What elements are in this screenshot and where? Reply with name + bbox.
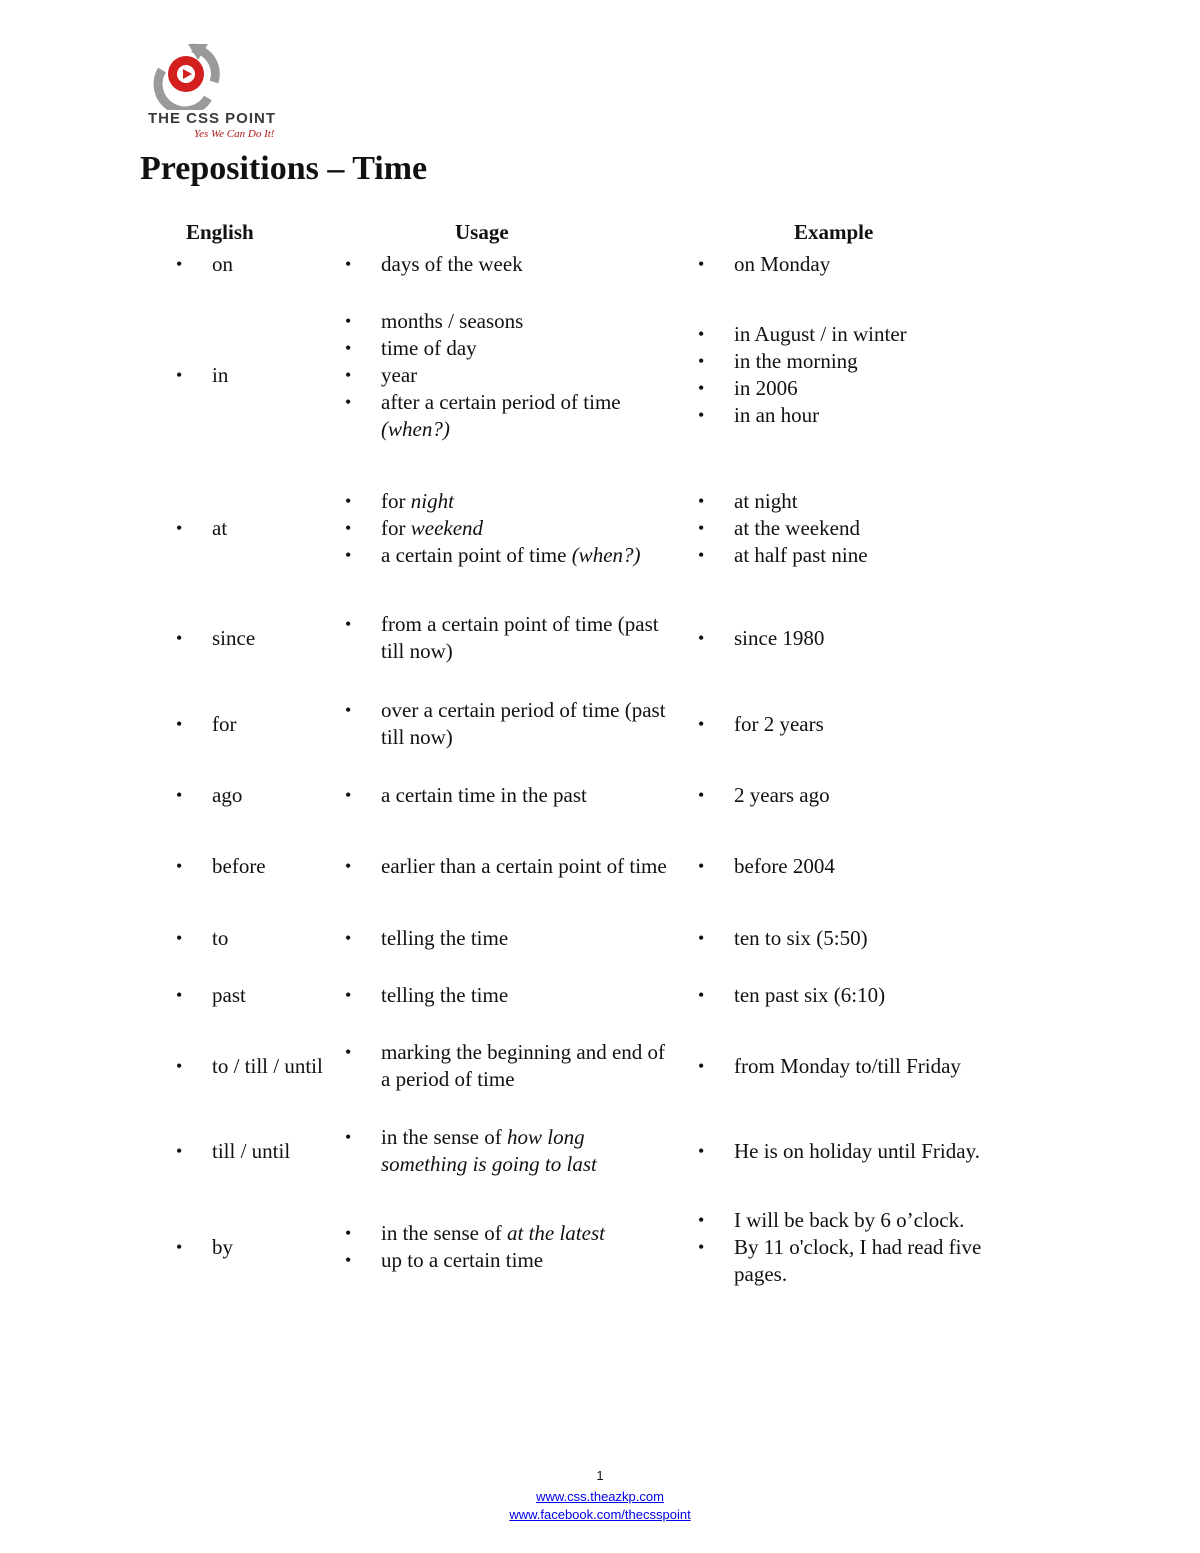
example-cell [698,250,1028,278]
english-item: • by [176,1234,233,1261]
usage-cell [345,1205,675,1289]
example-cell [698,980,1028,1010]
usage-item: • earlier than a certain point of time [345,853,667,880]
table-row [0,1205,1200,1289]
usage-cell [345,610,675,666]
usage-item: • from a certain point of time (past till now) [345,611,675,665]
usage-item: • a certain point of time (when?) [345,542,641,569]
example-item: • from Monday to/till Friday [698,1053,961,1080]
example-cell [698,1205,1028,1289]
usage-cell [345,837,675,895]
english-cell [176,780,326,810]
usage-item: • months / seasons [345,308,675,335]
english-cell [176,980,326,1010]
facebook-link[interactable]: www.facebook.com/thecsspoint [509,1507,691,1522]
table-row [0,780,1200,810]
usage-cell [345,1037,675,1095]
usage-item: • days of the week [345,251,523,278]
usage-item: • after a certain period of time (when?) [345,389,675,443]
english-cell [176,307,326,443]
english-item: • past [176,982,246,1009]
header-usage: Usage [455,220,509,244]
website-link[interactable]: www.css.theazkp.com [536,1489,664,1504]
english-cell [176,1205,326,1289]
usage-item: • year [345,362,675,389]
english-cell [176,472,326,584]
table-row [0,610,1200,666]
example-item: • By 11 o'clock, I had read five pages. [698,1234,1028,1288]
table-row [0,695,1200,753]
english-item: • to [176,925,228,952]
usage-cell [345,923,675,953]
table-row [0,1037,1200,1095]
table-row [0,923,1200,953]
english-item: • to / till / until [176,1053,323,1080]
usage-cell [345,980,675,1010]
table-row [0,307,1200,443]
english-item: • for [176,711,237,738]
usage-cell [345,472,675,584]
english-item: • on [176,251,233,278]
usage-item: • for weekend [345,515,641,542]
english-cell [176,610,326,666]
usage-item: • for night [345,488,641,515]
usage-item: • telling the time [345,982,508,1009]
english-item: • before [176,853,266,880]
logo [140,40,320,140]
example-item: • at half past nine [698,542,868,569]
usage-item: • in the sense of how long something is going to last [345,1124,675,1178]
example-cell [698,307,1028,443]
example-item: • for 2 years [698,711,824,738]
usage-cell [345,695,675,753]
english-cell [176,837,326,895]
example-item: • on Monday [698,251,830,278]
usage-cell [345,250,675,278]
english-item: • at [176,515,227,542]
table-row [0,472,1200,584]
usage-item: • up to a certain time [345,1247,605,1274]
header-example: Example [794,220,874,244]
usage-item: • a certain time in the past [345,782,587,809]
logo-tagline: Yes We Can Do It! [194,128,275,140]
example-item: • He is on holiday until Friday. [698,1138,980,1165]
logo-emblem-icon [140,40,320,110]
example-cell [698,695,1028,753]
page-title: Prepositions – Time [140,150,428,187]
usage-cell [345,307,675,443]
english-cell [176,923,326,953]
example-cell [698,923,1028,953]
usage-item: • in the sense of at the latest [345,1220,605,1247]
example-item: • I will be back by 6 o’clock. [698,1207,1028,1234]
example-item: • at night [698,488,868,515]
english-cell [176,695,326,753]
example-cell [698,837,1028,895]
table-row [0,980,1200,1010]
example-item: • in August / in winter [698,321,907,348]
example-item: • in 2006 [698,375,907,402]
usage-cell [345,1121,675,1181]
table-row [0,250,1200,278]
english-item: • ago [176,782,242,809]
usage-item: • over a certain period of time (past till now) [345,697,675,751]
table-row [0,1121,1200,1181]
example-item: • at the weekend [698,515,868,542]
example-cell [698,1037,1028,1095]
example-item: • 2 years ago [698,782,830,809]
example-cell [698,610,1028,666]
example-item: • since 1980 [698,625,824,652]
example-cell [698,1121,1028,1181]
page-number: 1 [596,1468,604,1483]
usage-cell [345,780,675,810]
english-item: • in [176,362,228,389]
usage-item: • time of day [345,335,675,362]
english-item: • since [176,625,255,652]
usage-item: • telling the time [345,925,508,952]
usage-item: • marking the beginning and end of a period of time [345,1039,675,1093]
example-item: • ten past six (6:10) [698,982,885,1009]
table-row [0,837,1200,895]
example-item: • before 2004 [698,853,835,880]
english-cell [176,250,326,278]
example-cell [698,472,1028,584]
english-item: • till / until [176,1138,290,1165]
english-cell [176,1121,326,1181]
example-item: • in an hour [698,402,907,429]
english-cell [176,1037,326,1095]
example-cell [698,780,1028,810]
example-item: • ten to six (5:50) [698,925,868,952]
header-english: English [186,220,254,244]
example-item: • in the morning [698,348,907,375]
logo-name: THE CSS POINT [148,110,277,127]
